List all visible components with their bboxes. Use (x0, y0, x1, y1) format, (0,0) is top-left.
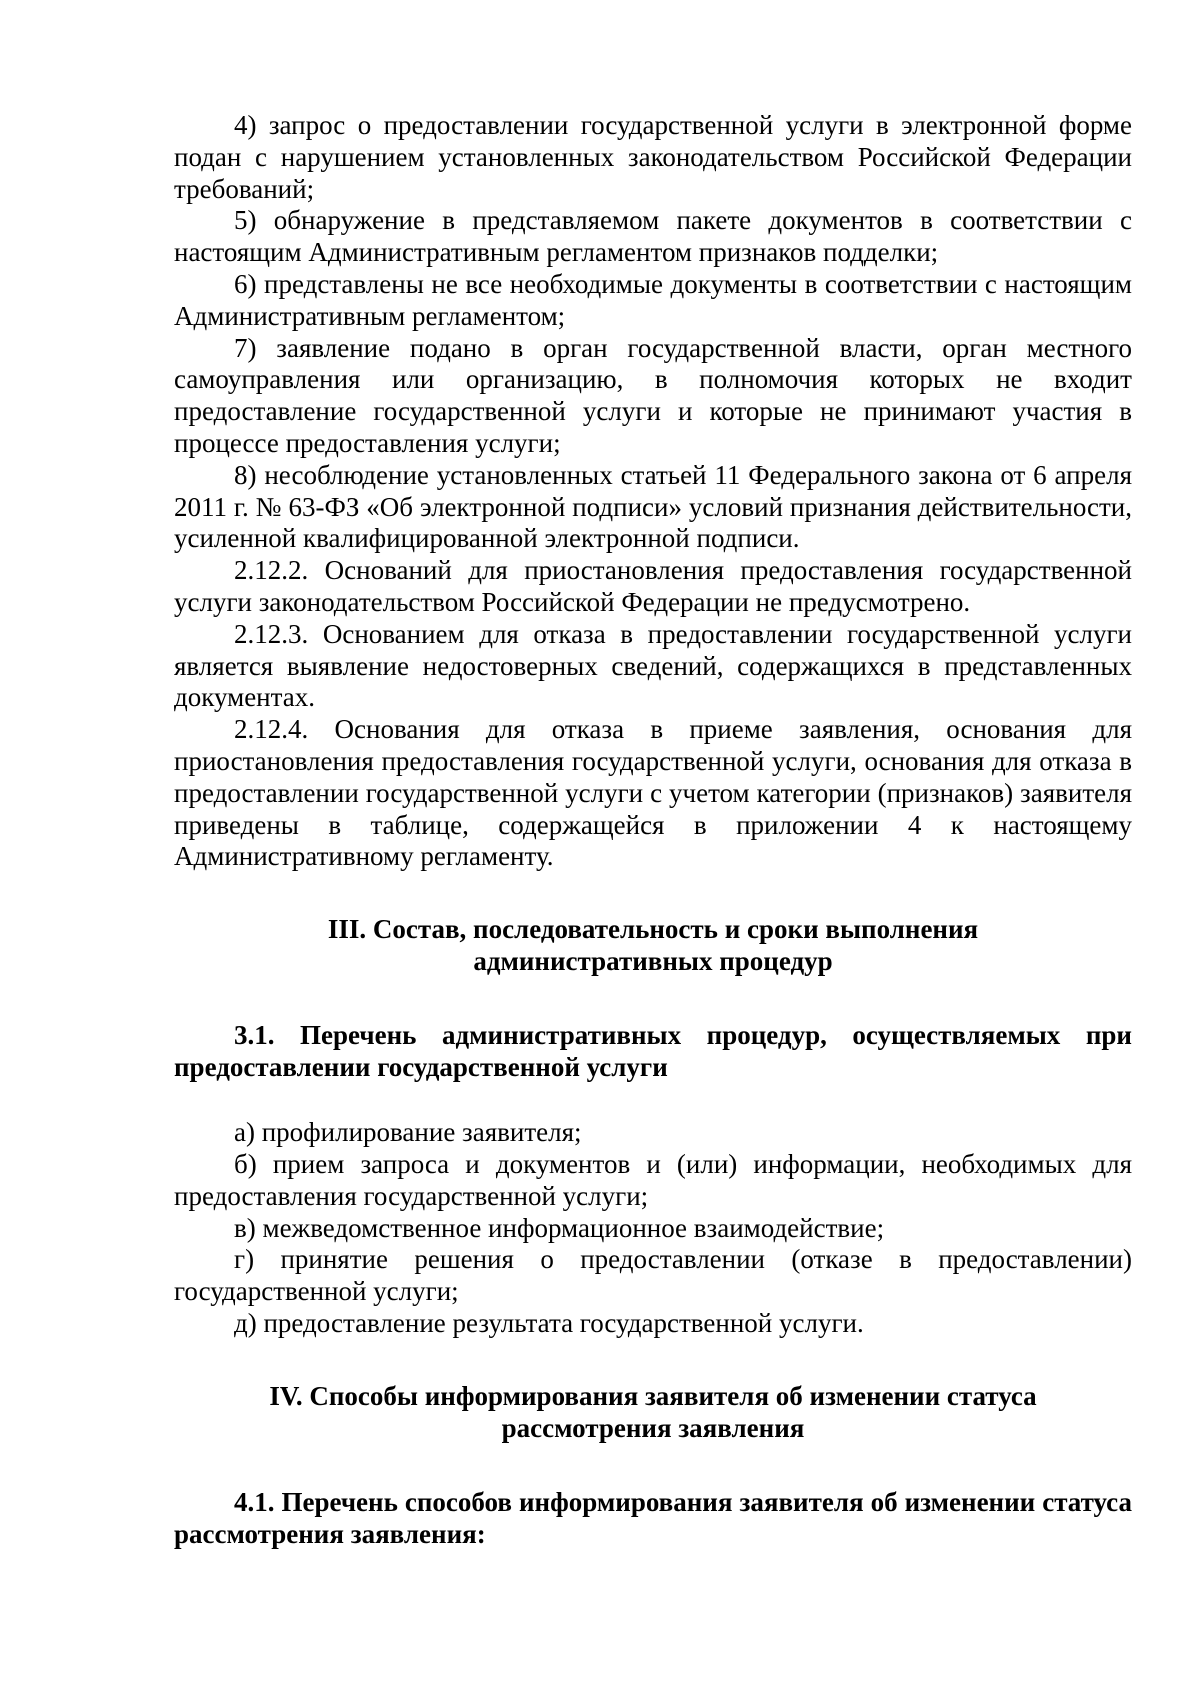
section-3-title-line2: административных процедур (473, 946, 833, 977)
section-4-title-line1: IV. Способы информирования заявителя об изменении статуса (269, 1380, 1037, 1411)
section-3-title-line1: III. Состав, последовательность и сроки выполнения (327, 914, 979, 945)
procedure-item-b: б) прием запроса и документов и (или) информации, необходимых для предоставления государственной услуги; (174, 1148, 1132, 1211)
procedure-item-a: а) профилирование заявителя; (234, 1117, 582, 1148)
paragraph-item-8: 8) несоблюдение установленных статьей 11 Федерального закона от 6 апреля 2011 г. № 63-ФЗ «Об электронной подписи» условий признания действительности, усиленной квалифицированной электронной подписи. (174, 459, 1132, 554)
procedure-item-g: г) принятие решения о предоставлении (отказе в предоставлении) государственной услуги; (174, 1244, 1132, 1307)
paragraph-2-12-4: 2.12.4. Основания для отказа в приеме заявления, основания для приостановления предоставления государственной услуги, основания для отказа в предоставлении государственной услуги с учетом категории (признаков) заявителя приведены в таблице, содержащейся в приложении 4 к настоящему Административному регламенту. (174, 714, 1132, 872)
paragraph-item-6: 6) представлены не все необходимые документы в соответствии с настоящим Административным регламентом; (174, 268, 1132, 331)
document-page (174, 110, 1132, 1550)
section-4-1-heading: 4.1. Перечень способов информирования заявителя об изменении статуса рассмотрения заявления: (174, 1486, 1132, 1549)
section-3-1-heading: 3.1. Перечень административных процедур, осуществляемых при предоставлении государственной услуги (174, 1020, 1132, 1083)
paragraph-2-12-3: 2.12.3. Основанием для отказа в предоставлении государственной услуги является выявление недостоверных сведений, содержащихся в представленных документах. (174, 618, 1132, 713)
paragraph-item-5: 5) обнаружение в представляемом пакете документов в соответствии с настоящим Административным регламентом признаков подделки; (174, 205, 1132, 268)
procedure-item-d: д) предоставление результата государственной услуги. (234, 1307, 864, 1338)
paragraph-item-4: 4) запрос о предоставлении государственной услуги в электронной форме подан с нарушением установленных законодательством Российской Федерации требований; (174, 110, 1132, 204)
paragraph-2-12-2: 2.12.2. Оснований для приостановления предоставления государственной услуги законодательством Российской Федерации не предусмотрено. (174, 555, 1132, 617)
paragraph-item-7: 7) заявление подано в орган государственной власти, орган местного самоуправления или организацию, в полномочия которых не входит предоставление государственной услуги и которые не принимают участия в процессе предоставления услуги; (174, 332, 1132, 458)
procedure-item-v: в) межведомственное информационное взаимодействие; (234, 1212, 885, 1243)
section-4-title-line2: рассмотрения заявления (501, 1412, 805, 1443)
